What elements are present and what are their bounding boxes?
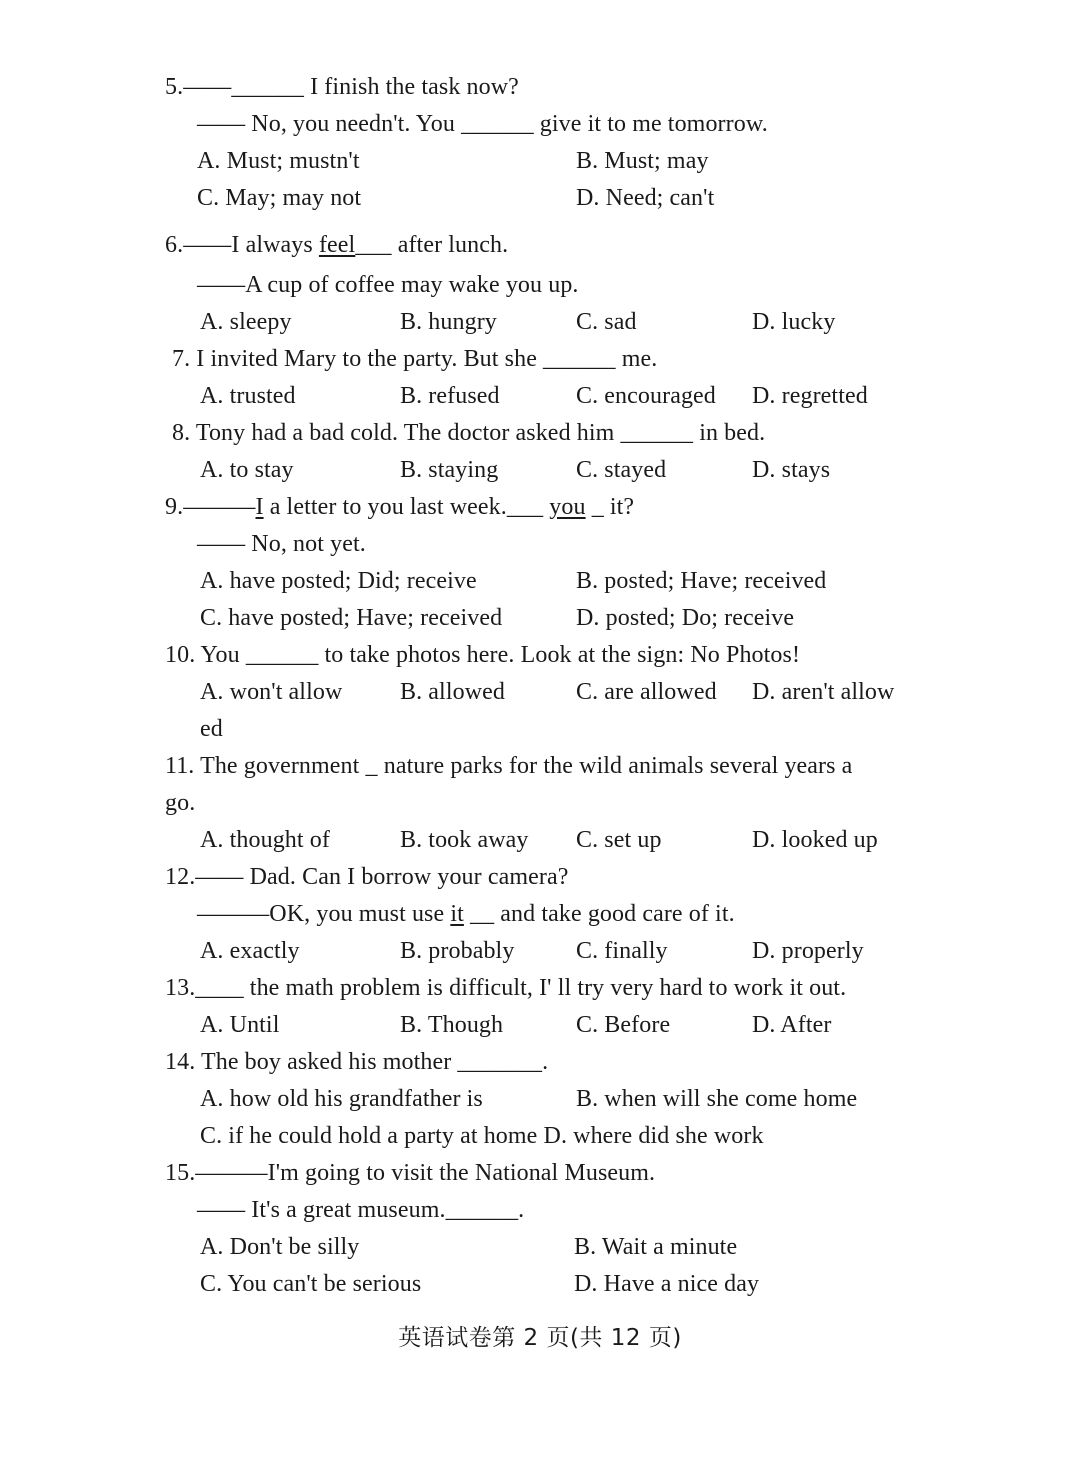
text-line: A. to stay (200, 457, 294, 483)
text-line: A. Don't be silly (200, 1234, 360, 1260)
text-line: D. Have a nice day (574, 1271, 760, 1297)
text-line: 5.——______ I finish the task now? (165, 74, 519, 100)
text-line: A. how old his grandfather is (200, 1086, 483, 1112)
text-line: A. Until (200, 1012, 280, 1038)
text-line: B. refused (400, 383, 500, 409)
text-line: B. Must; may (576, 148, 709, 174)
text-line: D. After (752, 1012, 832, 1038)
text-line: ed (200, 716, 223, 742)
text-line: 12.—— Dad. Can I borrow your camera? (165, 864, 569, 890)
text-line: B. Though (400, 1012, 504, 1038)
text-line: C. stayed (576, 457, 667, 483)
text-line: ——A cup of coffee may wake you up. (197, 272, 579, 298)
text-line: D. lucky (752, 309, 836, 335)
text-line: 10. You ______ to take photos here. Look at the sign: No Photos! (165, 642, 801, 668)
text-line: go. (165, 790, 196, 816)
text-line: C. May; may not (197, 185, 362, 211)
text-line: 6.——I always feel___ after lunch. (165, 232, 509, 258)
text-line: —— No, you needn't. You ______ give it to me tomorrow. (197, 111, 768, 137)
text-line: B. when will she come home (576, 1086, 858, 1112)
text-line: C. encouraged (576, 383, 716, 409)
text-line: A. thought of (200, 827, 330, 853)
text-line: A. have posted; Did; receive (200, 568, 477, 594)
text-line: C. if he could hold a party at home D. where did she work (200, 1123, 764, 1149)
text-line: 8. Tony had a bad cold. The doctor asked him ______ in bed. (172, 420, 766, 446)
text-line: C. Before (576, 1012, 671, 1038)
text-line: D. aren't allow (752, 679, 895, 705)
text-line: 9.———I a letter to you last week.___ you _ it? (165, 494, 635, 520)
text-line: A. Must; mustn't (197, 148, 360, 174)
text-line: 13.____ the math problem is difficult, I' ll try very hard to work it out. (165, 975, 847, 1001)
text-line: B. Wait a minute (574, 1234, 738, 1260)
text-line: C. are allowed (576, 679, 717, 705)
text-line: —— It's a great museum.______. (197, 1197, 525, 1223)
text-line: 11. The government _ nature parks for the wild animals several years a (165, 753, 853, 779)
text-line: A. trusted (200, 383, 296, 409)
text-line: 14. The boy asked his mother _______. (165, 1049, 549, 1075)
text-line: C. sad (576, 309, 637, 335)
text-line: B. staying (400, 457, 499, 483)
text-line: B. hungry (400, 309, 497, 335)
text-line: C. have posted; Have; received (200, 605, 503, 631)
text-line: B. posted; Have; received (576, 568, 827, 594)
text-line: A. exactly (200, 938, 300, 964)
text-line: 15.———I'm going to visit the National Museum. (165, 1160, 656, 1186)
text-line: C. You can't be serious (200, 1271, 422, 1297)
text-line: 7. I invited Mary to the party. But she ______ me. (172, 346, 658, 372)
text-line: C. finally (576, 938, 668, 964)
text-line: C. set up (576, 827, 662, 853)
text-line: D. regretted (752, 383, 868, 409)
text-line: B. probably (400, 938, 515, 964)
text-line: B. took away (400, 827, 529, 853)
page-footer: 英语试卷第 2 页(共 12 页) (398, 1325, 682, 1351)
text-line: D. stays (752, 457, 831, 483)
text-line: A. sleepy (200, 309, 292, 335)
text-line: A. won't allow (200, 679, 343, 705)
text-line: D. Need; can't (576, 185, 715, 211)
text-line: D. looked up (752, 827, 878, 853)
text-line: —— No, not yet. (197, 531, 366, 557)
text-line: D. properly (752, 938, 864, 964)
text-line: B. allowed (400, 679, 505, 705)
text-line: ———OK, you must use it __ and take good care of it. (197, 901, 735, 927)
text-line: D. posted; Do; receive (576, 605, 795, 631)
